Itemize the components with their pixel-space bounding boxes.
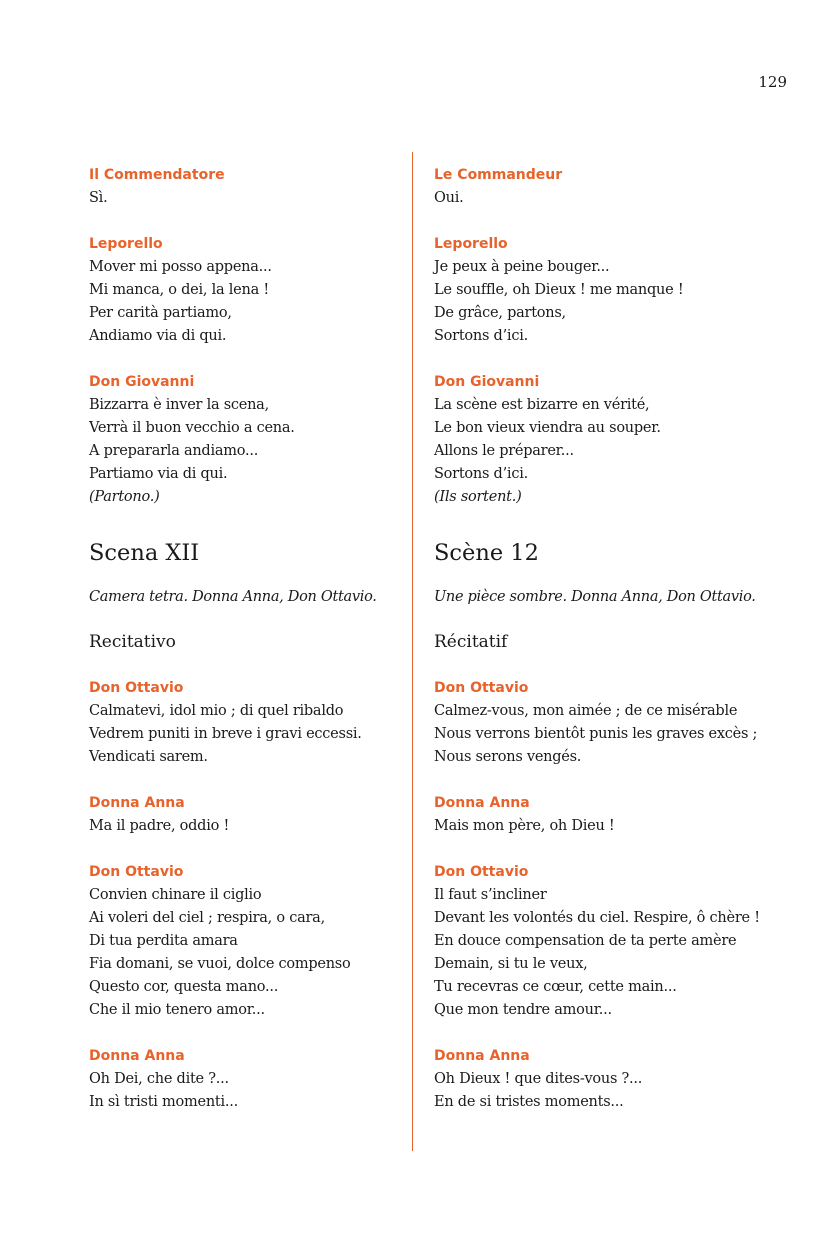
verse-line: Questo cor, questa mano...	[89, 979, 279, 995]
dialogue-block	[89, 861, 409, 1022]
verse-line: Que mon tendre amour...	[434, 1002, 612, 1018]
verse-line: Che il mio tenero amor...	[89, 1002, 265, 1018]
column-divider	[412, 152, 413, 1151]
verse-line: Vedrem puniti in breve i gravi eccessi.	[89, 726, 362, 742]
verse-line: Vendicati sarem.	[89, 749, 208, 765]
verse-line: Calmatevi, idol mio ; di quel ribaldo	[89, 703, 344, 719]
dialogue-block	[89, 792, 409, 838]
speaker-name: Don Ottavio	[434, 680, 529, 696]
dialogue-block	[434, 233, 754, 348]
speaker-name: Donna Anna	[434, 795, 530, 811]
scene-title-french: Scène 12	[434, 540, 539, 566]
verse-line: De grâce, partons,	[434, 305, 566, 321]
block-gap	[434, 210, 754, 233]
block-gap	[434, 348, 754, 371]
block-gap	[434, 838, 754, 861]
stage-direction: (Partono.)	[89, 489, 160, 505]
speaker-name: Don Ottavio	[89, 680, 184, 696]
verse-line: Calmez-vous, mon aimée ; de ce misérable	[434, 703, 738, 719]
verse-line: Partiamo via di qui.	[89, 466, 228, 482]
stage-direction: (Ils sortent.)	[434, 489, 522, 505]
verse-line: Sì.	[89, 190, 108, 206]
verse-line: Ma il padre, oddio !	[89, 818, 230, 834]
speaker-name: Il Commendatore	[89, 167, 225, 183]
speaker-name: Don Ottavio	[434, 864, 529, 880]
verse-line: Nous verrons bientôt punis les graves excès ;	[434, 726, 758, 742]
verse-line: A prepararla andiamo...	[89, 443, 259, 459]
verse-line: Mi manca, o dei, la lena !	[89, 282, 269, 298]
dialogue-block	[89, 1045, 409, 1114]
dialogue-block	[89, 164, 409, 210]
section-title-french: Récitatif	[434, 632, 508, 652]
italian-column	[89, 164, 409, 1114]
block-gap	[89, 210, 409, 233]
dialogue-block	[434, 1045, 754, 1114]
verse-line: Andiamo via di qui.	[89, 328, 227, 344]
scene-description-french: Une pièce sombre. Donna Anna, Don Ottavio.	[434, 589, 756, 605]
verse-line: In sì tristi momenti...	[89, 1094, 238, 1110]
dialogue-block	[89, 233, 409, 348]
block-gap	[89, 769, 409, 792]
speaker-name: Le Commandeur	[434, 167, 563, 183]
verse-line: Allons le préparer...	[434, 443, 574, 459]
page-number: 129	[758, 73, 787, 91]
verse-line: Bizzarra è inver la scena,	[89, 397, 269, 413]
verse-line: Fia domani, se vuoi, dolce compenso	[89, 956, 351, 972]
verse-line: Convien chinare il ciglio	[89, 887, 262, 903]
verse-line: En douce compensation de ta perte amère	[434, 933, 737, 949]
verse-line: Oh Dei, che dite ?...	[89, 1071, 229, 1087]
verse-line: Per carità partiamo,	[89, 305, 232, 321]
french-column	[434, 164, 760, 1114]
verse-line: Ai voleri del ciel ; respira, o cara,	[89, 910, 325, 926]
verse-line: En de si tristes moments...	[434, 1094, 624, 1110]
speaker-name: Donna Anna	[89, 1048, 185, 1064]
speaker-name: Leporello	[434, 236, 508, 252]
dialogue-block	[434, 677, 758, 769]
block-gap	[89, 1022, 409, 1045]
scene-title-italian: Scena XII	[89, 540, 200, 566]
block-gap	[434, 1022, 754, 1045]
dialogue-block	[89, 371, 409, 509]
verse-line: Demain, si tu le veux,	[434, 956, 588, 972]
scene-description-italian: Camera tetra. Donna Anna, Don Ottavio.	[89, 589, 377, 605]
french-part2	[434, 677, 760, 1114]
dialogue-block	[434, 371, 754, 509]
speaker-name: Donna Anna	[434, 1048, 530, 1064]
italian-part2	[89, 677, 409, 1114]
verse-line: Di tua perdita amara	[89, 933, 238, 949]
verse-line: Sortons d’ici.	[434, 466, 528, 482]
verse-line: Devant les volontés du ciel. Respire, ô chère !	[434, 910, 760, 926]
verse-line: La scène est bizarre en vérité,	[434, 397, 650, 413]
verse-line: Oui.	[434, 190, 464, 206]
block-gap	[89, 348, 409, 371]
section-title-italian: Recitativo	[89, 632, 176, 652]
italian-part1	[89, 164, 409, 509]
verse-line: Tu recevras ce cœur, cette main...	[434, 979, 677, 995]
verse-line: Je peux à peine bouger...	[434, 259, 610, 275]
speaker-name: Don Giovanni	[434, 374, 540, 390]
speaker-name: Leporello	[89, 236, 163, 252]
verse-line: Il faut s’incliner	[434, 887, 547, 903]
verse-line: Verrà il buon vecchio a cena.	[89, 420, 295, 436]
speaker-name: Don Ottavio	[89, 864, 184, 880]
block-gap	[89, 838, 409, 861]
verse-line: Mover mi posso appena...	[89, 259, 272, 275]
french-part1	[434, 164, 754, 509]
dialogue-block	[434, 861, 760, 1022]
verse-line: Le bon vieux viendra au souper.	[434, 420, 661, 436]
block-gap	[434, 769, 754, 792]
speaker-name: Donna Anna	[89, 795, 185, 811]
verse-line: Le souffle, oh Dieux ! me manque !	[434, 282, 684, 298]
dialogue-block	[434, 792, 754, 838]
verse-line: Nous serons vengés.	[434, 749, 582, 765]
verse-line: Mais mon père, oh Dieu !	[434, 818, 615, 834]
dialogue-block	[89, 677, 409, 769]
verse-line: Oh Dieux ! que dites-vous ?...	[434, 1071, 643, 1087]
verse-line: Sortons d’ici.	[434, 328, 528, 344]
dialogue-block	[434, 164, 754, 210]
speaker-name: Don Giovanni	[89, 374, 195, 390]
